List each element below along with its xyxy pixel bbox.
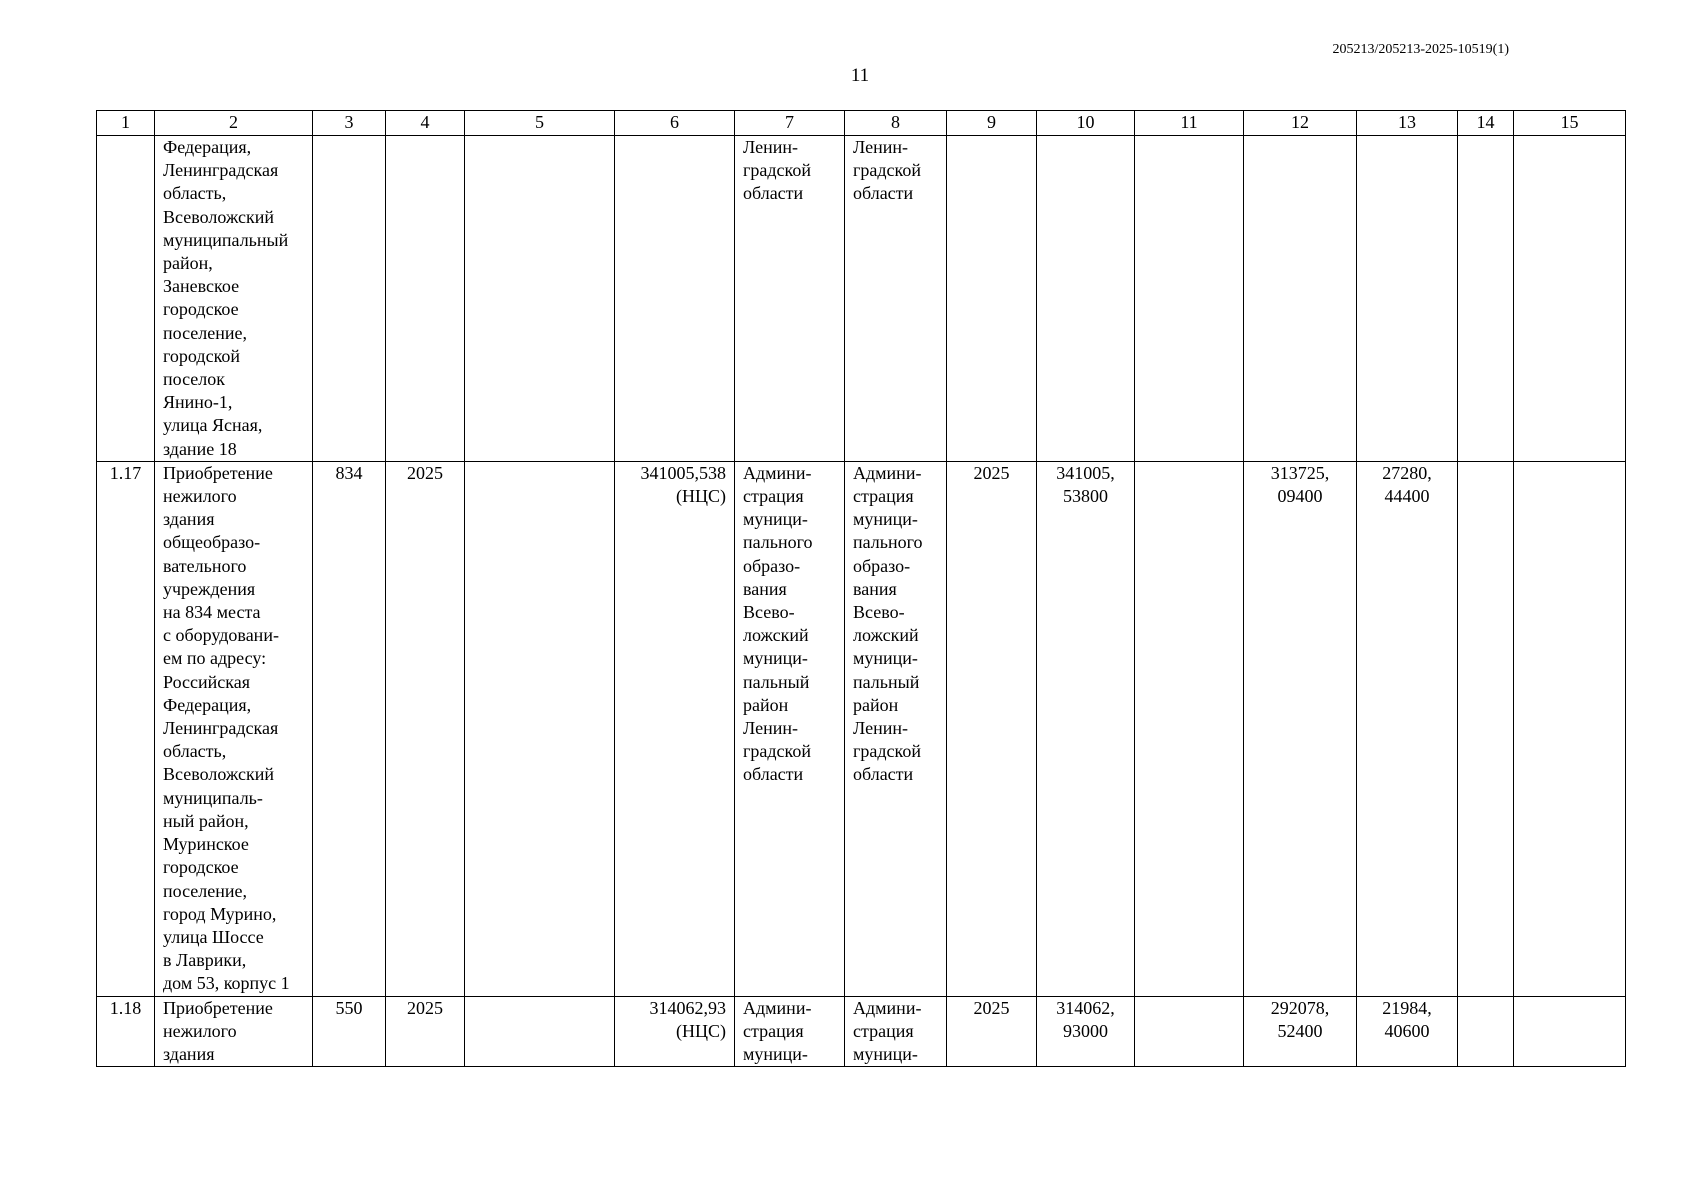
cell-col-5 (465, 136, 615, 462)
cell-year-financing: 2025 (947, 996, 1037, 1067)
column-header-12: 12 (1244, 111, 1357, 136)
cell-col-15 (1514, 996, 1626, 1067)
cell-col-15 (1514, 461, 1626, 996)
cell-year: 2025 (386, 996, 465, 1067)
cell-local-budget: 27280, 44400 (1357, 461, 1458, 996)
cell-col-11 (1135, 996, 1244, 1067)
cell-developer: Админи- страция муници- (845, 996, 947, 1067)
cell-year: 2025 (386, 461, 465, 996)
column-header-13: 13 (1357, 111, 1458, 136)
column-header-3: 3 (313, 111, 386, 136)
cell-cost: 341005,538 (НЦС) (615, 461, 735, 996)
cell-year-financing (947, 136, 1037, 462)
cell-local-budget (1357, 136, 1458, 462)
cell-capacity: 550 (313, 996, 386, 1067)
column-header-8: 8 (845, 111, 947, 136)
cell-total: 341005, 53800 (1037, 461, 1135, 996)
cell-col-14 (1458, 996, 1514, 1067)
page-number: 11 (850, 65, 870, 86)
cell-customer: Админи- страция муници- пального образо- вания Всево- ложский муници- пальный район Ленин- градской области (735, 461, 845, 996)
cell-regional-budget: 292078, 52400 (1244, 996, 1357, 1067)
cell-col-14 (1458, 136, 1514, 462)
cell-cost: 314062,93 (НЦС) (615, 996, 735, 1067)
cell-number: 1.18 (97, 996, 155, 1067)
table-row (97, 136, 1626, 462)
table-row (97, 996, 1626, 1067)
cell-description: Федерация, Ленинградская область, Всеволожский муниципальный район, Заневское городское поселение, городской поселок Янино-1, улица Ясная, здание 18 (155, 136, 313, 462)
cell-customer: Ленин- градской области (735, 136, 845, 462)
cell-local-budget: 21984, 40600 (1357, 996, 1458, 1067)
cell-number (97, 136, 155, 462)
column-header-6: 6 (615, 111, 735, 136)
column-header-5: 5 (465, 111, 615, 136)
cell-col-5 (465, 996, 615, 1067)
column-header-10: 10 (1037, 111, 1135, 136)
cell-customer: Админи- страция муници- (735, 996, 845, 1067)
column-header-9: 9 (947, 111, 1037, 136)
data-table (96, 110, 1626, 1067)
column-header-14: 14 (1458, 111, 1514, 136)
cell-col-11 (1135, 461, 1244, 996)
cell-regional-budget: 313725, 09400 (1244, 461, 1357, 996)
column-header-15: 15 (1514, 111, 1626, 136)
document-id: 205213/205213-2025-10519(1) (1332, 42, 1509, 57)
table-row (97, 461, 1626, 996)
column-header-11: 11 (1135, 111, 1244, 136)
cell-total (1037, 136, 1135, 462)
column-header-1: 1 (97, 111, 155, 136)
column-header-7: 7 (735, 111, 845, 136)
cell-col-5 (465, 461, 615, 996)
cell-capacity (313, 136, 386, 462)
cell-col-11 (1135, 136, 1244, 462)
cell-developer: Ленин- градской области (845, 136, 947, 462)
cell-capacity: 834 (313, 461, 386, 996)
cell-developer: Админи- страция муници- пального образо- вания Всево- ложский муници- пальный район Ленин- градской области (845, 461, 947, 996)
cell-year (386, 136, 465, 462)
header-row (97, 111, 1626, 136)
cell-description: Приобретение нежилого здания (155, 996, 313, 1067)
cell-total: 314062, 93000 (1037, 996, 1135, 1067)
cell-description: Приобретение нежилого здания общеобразо- вательного учреждения на 834 места с оборудовани- ем по адресу: Российская Федерация, Ленинградская область, Всеволожский муниципаль- ный район, Муринское городское поселение, город Мурино, улица Шоссе в Лаврики, дом 53, корпус 1 (155, 461, 313, 996)
cell-regional-budget (1244, 136, 1357, 462)
cell-number: 1.17 (97, 461, 155, 996)
column-header-4: 4 (386, 111, 465, 136)
cell-year-financing: 2025 (947, 461, 1037, 996)
cell-col-15 (1514, 136, 1626, 462)
cell-cost (615, 136, 735, 462)
cell-col-14 (1458, 461, 1514, 996)
column-header-2: 2 (155, 111, 313, 136)
